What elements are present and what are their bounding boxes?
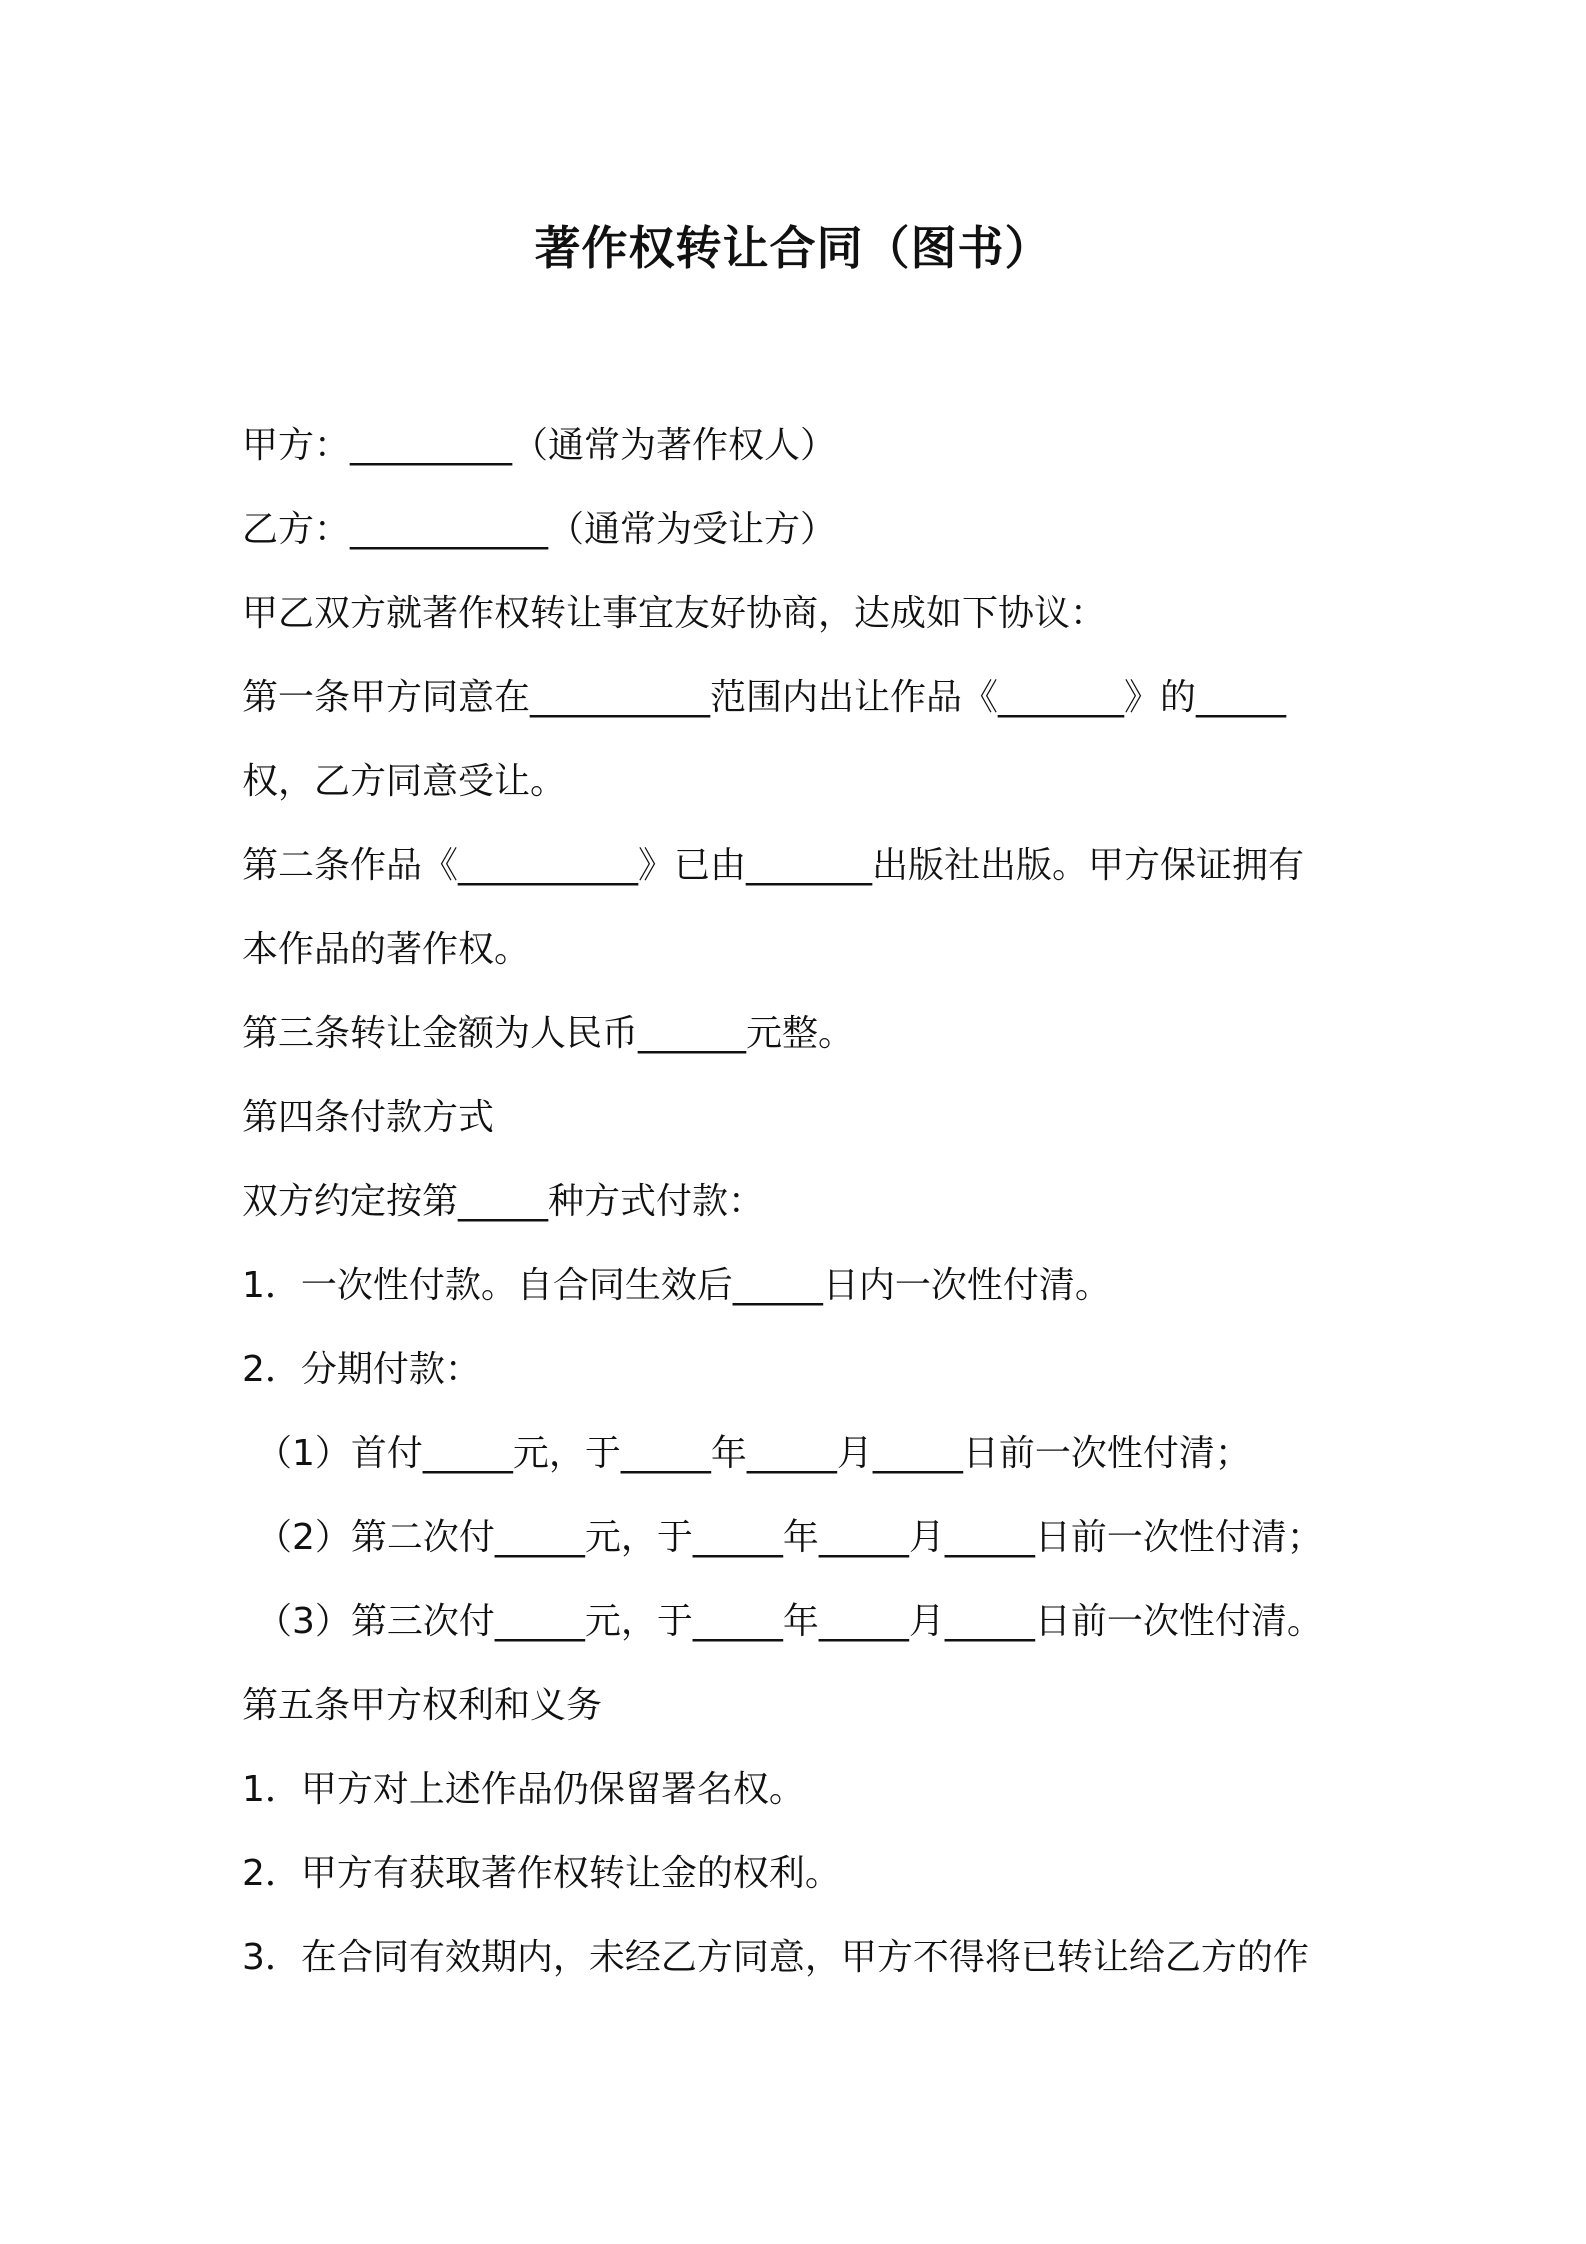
agreement-intro: 甲乙双方就著作权转让事宜友好协商，达成如下协议：: [242, 593, 1107, 634]
party-a-line: 甲方：_________（通常为著作权人）: [242, 425, 837, 466]
article-4-heading: 第四条付款方式: [242, 1097, 495, 1138]
article-5-item-2: 2．甲方有获取著作权转让金的权利。: [242, 1853, 841, 1894]
document-title: 著作权转让合同（图书）: [534, 221, 1052, 275]
payment-method-choice: 双方约定按第_____种方式付款：: [242, 1181, 765, 1222]
article-5-item-1: 1．甲方对上述作品仍保留署名权。: [242, 1769, 805, 1810]
installment-3: （3）第三次付_____元，于_____年_____月_____日前一次性付清。: [256, 1601, 1323, 1642]
article-5-heading: 第五条甲方权利和义务: [242, 1685, 603, 1726]
article-5-item-3: 3．在合同有效期内，未经乙方同意，甲方不得将已转让给乙方的作: [242, 1937, 1309, 1978]
article-1-line-2: 权，乙方同意受让。: [242, 761, 567, 802]
document-body: [242, 404, 1356, 2000]
article-2-line-1: 第二条作品《__________》已由_______出版社出版。甲方保证拥有: [242, 845, 1305, 886]
party-b-line: 乙方：___________（通常为受让方）: [242, 509, 837, 550]
article-3: 第三条转让金额为人民币______元整。: [242, 1013, 855, 1054]
installment-1: （1）首付_____元，于_____年_____月_____日前一次性付清；: [256, 1433, 1251, 1474]
payment-option-2: 2．分期付款：: [242, 1349, 481, 1390]
article-2-line-2: 本作品的著作权。: [242, 929, 531, 970]
article-1-line-1: 第一条甲方同意在__________范围内出让作品《_______》的_____: [242, 677, 1287, 718]
installment-2: （2）第二次付_____元，于_____年_____月_____日前一次性付清；: [256, 1517, 1323, 1558]
payment-option-1: 1．一次性付款。自合同生效后_____日内一次性付清。: [242, 1265, 1111, 1306]
